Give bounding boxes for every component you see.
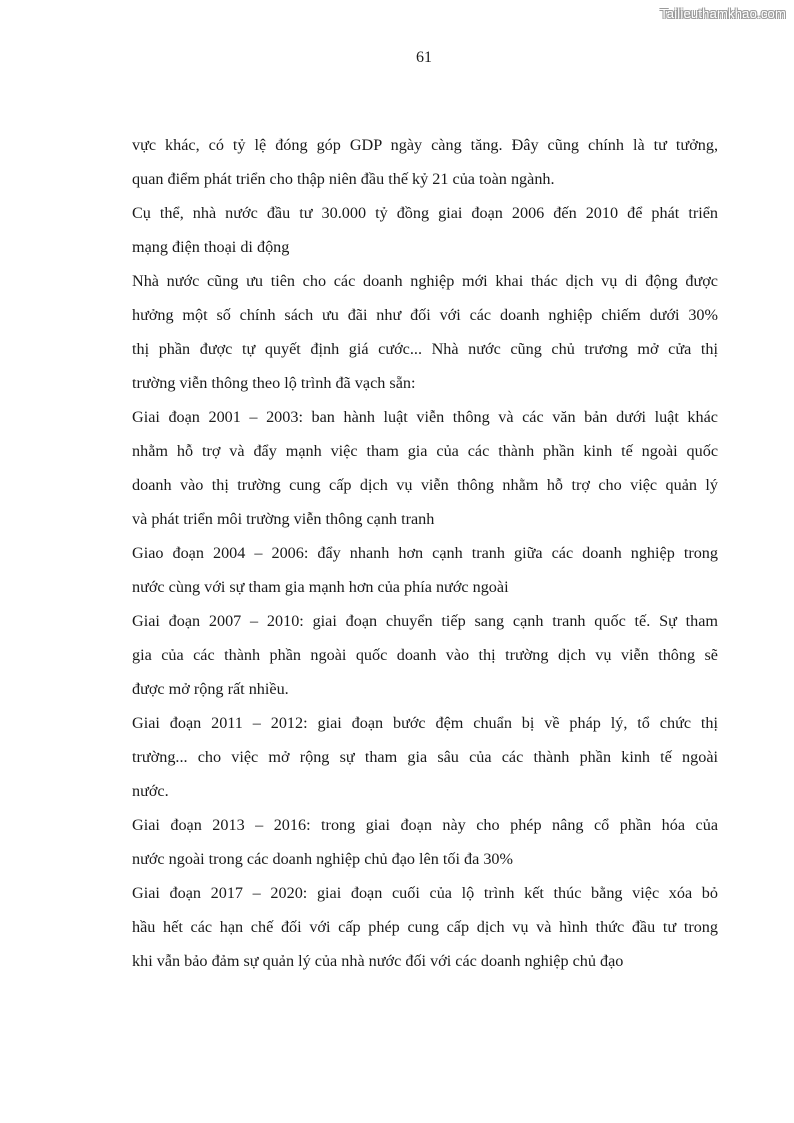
body-text (132, 131, 718, 981)
text-line: thị phần được tự quyết định giá cước... Nhà nước cũng chủ trương mở cửa thị (132, 340, 718, 358)
text-line: mạng điện thoại di động (132, 238, 290, 256)
page-number: 61 (416, 49, 432, 66)
text-line: và phát triển môi trường viễn thông cạnh tranh (132, 510, 435, 528)
text-line: được mở rộng rất nhiều. (132, 680, 289, 698)
text-line: Giao đoạn 2004 – 2006: đẩy nhanh hơn cạnh tranh giữa các doanh nghiệp trong (132, 544, 718, 562)
text-line: trường viễn thông theo lộ trình đã vạch sẵn: (132, 374, 416, 392)
text-line: Giai đoạn 2001 – 2003: ban hành luật viễn thông và các văn bản dưới luật khác (132, 408, 718, 426)
text-line: Giai đoạn 2007 – 2010: giai đoạn chuyển tiếp sang cạnh tranh quốc tế. Sự tham (132, 612, 718, 630)
text-line: trường... cho việc mở rộng sự tham gia sâu của các thành phần kinh tế ngoài (132, 748, 718, 766)
text-line: khi vẫn bảo đảm sự quản lý của nhà nước đối với các doanh nghiệp chủ đạo (132, 952, 624, 970)
text-line: Cụ thể, nhà nước đầu tư 30.000 tỷ đồng giai đoạn 2006 đến 2010 để phát triển (132, 204, 718, 222)
text-line: Giai đoạn 2013 – 2016: trong giai đoạn này cho phép nâng cổ phần hóa của (132, 816, 718, 834)
text-line: nhằm hỗ trợ và đẩy mạnh việc tham gia của các thành phần kinh tế ngoài quốc (132, 442, 718, 460)
text-line: nước ngoài trong các doanh nghiệp chủ đạo lên tối đa 30% (132, 850, 513, 868)
text-line: nước cùng với sự tham gia mạnh hơn của phía nước ngoài (132, 578, 509, 596)
watermark-text: Tailieuthamkhao.com (660, 6, 786, 21)
text-line: vực khác, có tỷ lệ đóng góp GDP ngày càng tăng. Đây cũng chính là tư tưởng, (132, 136, 718, 154)
text-line: Giai đoạn 2011 – 2012: giai đoạn bước đệm chuẩn bị về pháp lý, tổ chức thị (132, 714, 718, 732)
text-line: gia của các thành phần ngoài quốc doanh vào thị trường dịch vụ viễn thông sẽ (132, 646, 718, 664)
text-line: nước. (132, 782, 169, 800)
text-line: quan điểm phát triển cho thập niên đầu thế kỷ 21 của toàn ngành. (132, 170, 555, 188)
text-line: hầu hết các hạn chế đối với cấp phép cung cấp dịch vụ và hình thức đầu tư trong (132, 918, 718, 936)
text-line: Nhà nước cũng ưu tiên cho các doanh nghiệp mới khai thác dịch vụ di động được (132, 272, 718, 290)
text-line: Giai đoạn 2017 – 2020: giai đoạn cuối của lộ trình kết thúc bằng việc xóa bỏ (132, 884, 718, 902)
text-line: hưởng một số chính sách ưu đãi như đối với các doanh nghiệp chiếm dưới 30% (132, 306, 718, 324)
text-line: doanh vào thị trường cung cấp dịch vụ viễn thông nhằm hỗ trợ cho việc quản lý (132, 476, 718, 494)
